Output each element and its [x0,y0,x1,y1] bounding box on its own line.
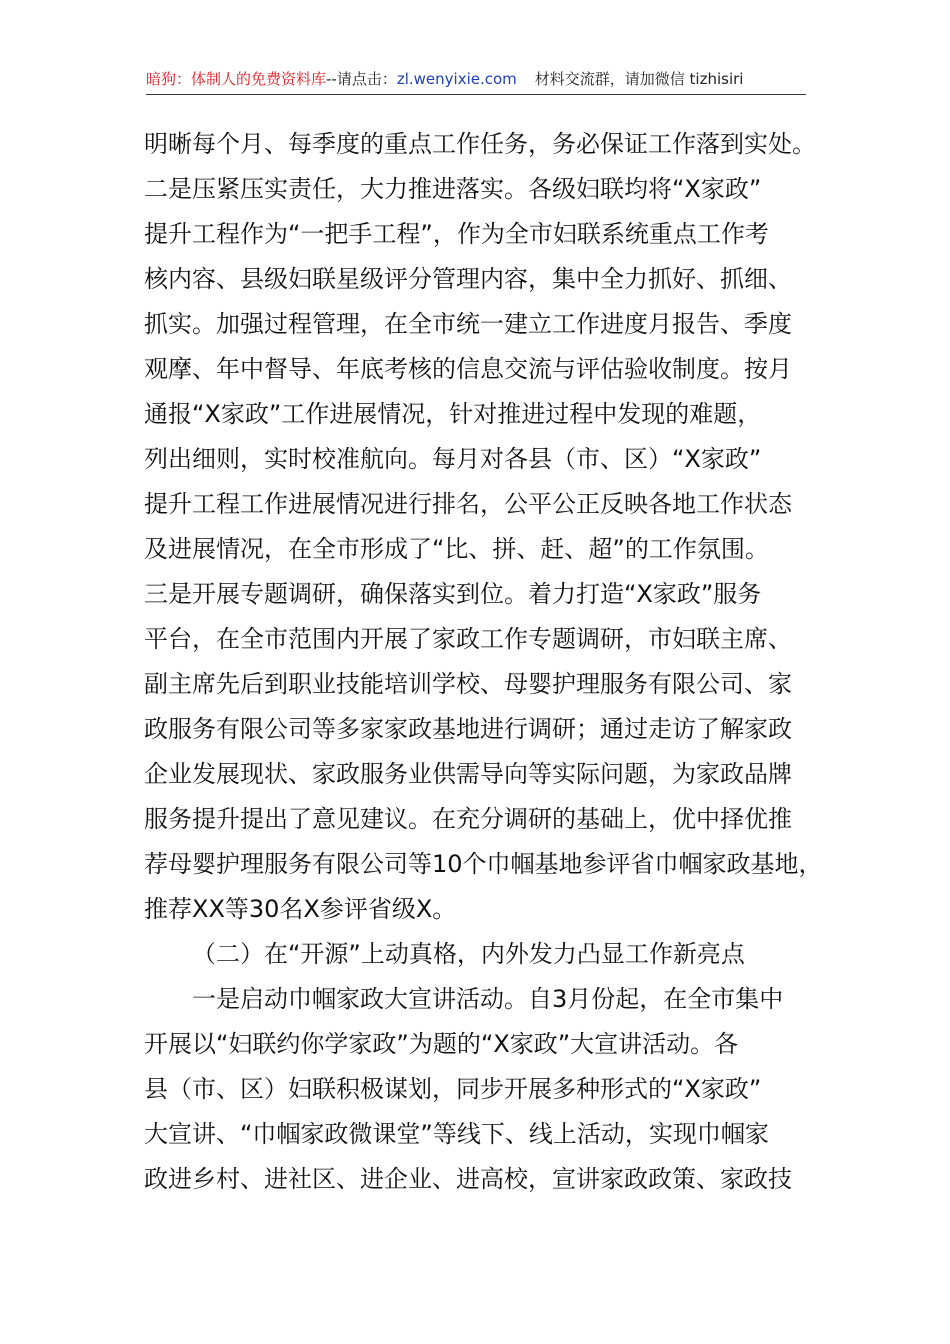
body-line: 观摩、年中督导、年底考核的信息交流与评估验收制度。按月 [144,355,792,383]
body-line: 二是压紧压实责任，大力推进落实。各级妇联均将“X家政” [144,175,762,203]
header-contact: 材料交流群，请加微信 tizhisiri [534,70,744,88]
document-body [144,122,823,1202]
body-line: 推荐XX等30名X参评省级X。 [144,895,457,923]
section-line: 政进乡村、进社区、进企业、进高校，宣讲家政政策、家政技 [144,1165,792,1193]
body-line: 明晰每个月、每季度的重点工作任务，务必保证工作落到实处。 [144,130,816,158]
body-line: 政服务有限公司等多家家政基地进行调研；通过走访了解家政 [144,715,792,743]
section-line: 大宣讲、“巾帼家政微课堂”等线下、线上活动，实现巾帼家 [144,1120,769,1148]
section-line: 开展以“妇联约你学家政”为题的“X家政”大宣讲活动。各 [144,1030,739,1058]
header-divider [146,94,806,95]
section-heading: （二）在“开源”上动真格，内外发力凸显工作新亮点 [192,940,745,968]
body-line: 服务提升提出了意见建议。在充分调研的基础上，优中择优推 [144,805,792,833]
body-line: 平台，在全市范围内开展了家政工作专题调研，市妇联主席、 [144,625,792,653]
body-line: 抓实。加强过程管理，在全市统一建立工作进度月报告、季度 [144,310,792,338]
section-line: 一是启动巾帼家政大宣讲活动。自3月份起，在全市集中 [192,985,784,1013]
body-line: 荐母婴护理服务有限公司等10个巾帼基地参评省巾帼家政基地， [144,850,823,878]
section-line: 县（市、区）妇联积极谋划，同步开展多种形式的“X家政” [144,1075,762,1103]
body-line: 提升工程工作进展情况进行排名，公平公正反映各地工作状态 [144,490,792,518]
page-header [146,66,806,92]
body-line: 列出细则，实时校准航向。每月对各县（市、区）“X家政” [144,445,762,473]
header-click-prompt: --请点击： [326,70,397,88]
body-line: 三是开展专题调研，确保落实到位。着力打造“X家政”服务 [144,580,762,608]
body-line: 及进展情况，在全市形成了“比、拼、赶、超”的工作氛围。 [144,535,769,563]
header-site-name: 暗狗：体制人的免费资料库 [146,70,327,88]
body-line: 企业发展现状、家政服务业供需导向等实际问题，为家政品牌 [144,760,792,788]
body-line: 通报“X家政”工作进展情况，针对推进过程中发现的难题， [144,400,762,428]
body-line: 核内容、县级妇联星级评分管理内容，集中全力抓好、抓细、 [144,265,792,293]
body-line: 副主席先后到职业技能培训学校、母婴护理服务有限公司、家 [144,670,792,698]
body-line: 提升工程作为“一把手工程”，作为全市妇联系统重点工作考 [144,220,769,248]
header-url-link[interactable]: zl.wenyixie.com [396,70,517,88]
